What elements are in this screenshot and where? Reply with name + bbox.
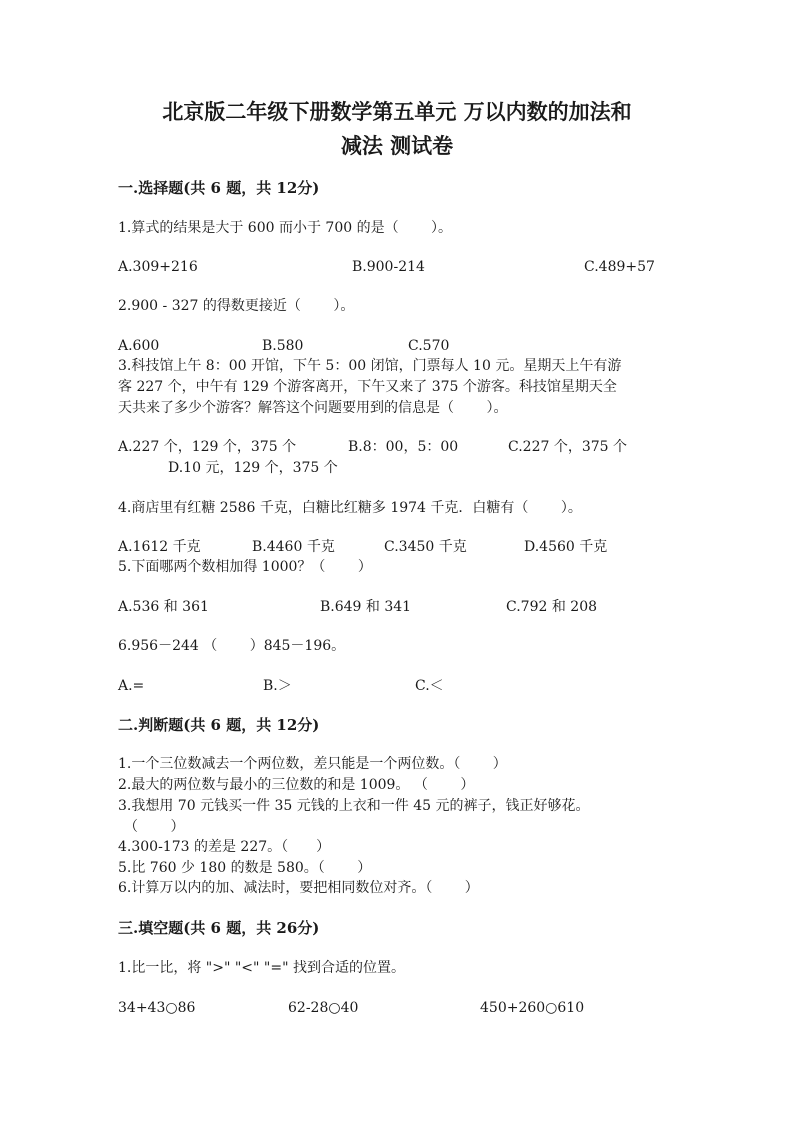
- question-2-option-a: A.600: [118, 338, 160, 354]
- question-4-option-c: C.3450 千克: [384, 539, 467, 555]
- judgment-item-4: 4.300-173 的差是 227。（ ）: [118, 839, 331, 855]
- question-3-line-2: 客 227 个，中午有 129 个游客离开，下午又来了 375 个游客。科技馆星期天全: [118, 379, 617, 395]
- judgment-item-3: 3.我想用 70 元钱买一件 35 元钱的上衣和一件 45 元的裤子，钱正好够花。: [118, 798, 590, 814]
- title-line-1: 北京版二年级下册数学第五单元 万以内数的加法和: [162, 99, 632, 124]
- question-2-option-b: B.580: [262, 338, 304, 354]
- question-3-option-d: D.10 元，129 个，375 个: [168, 460, 338, 476]
- question-2-stem: 2.900 - 327 的得数更接近（ ）。: [118, 298, 355, 314]
- question-5-option-a: A.536 和 361: [118, 599, 209, 615]
- question-6-option-c: C.＜: [415, 678, 444, 694]
- judgment-item-6: 6.计算万以内的加、减法时，要把相同数位对齐。（ ）: [118, 880, 479, 896]
- question-3-option-c: C.227 个，375 个: [508, 439, 628, 455]
- question-3-option-b: B.8：00，5：00: [348, 439, 459, 455]
- question-3-option-a: A.227 个，129 个，375 个: [118, 439, 297, 455]
- question-2-option-c: C.570: [408, 338, 450, 354]
- fill-question-1-stem: 1.比一比，将 ">" "<" "=" 找到合适的位置。: [118, 960, 405, 976]
- fill-question-1-expression-2: 62-28○40: [288, 1000, 359, 1016]
- judgment-item-5: 5.比 760 少 180 的数是 580。（ ）: [118, 860, 372, 876]
- fill-question-1-expression-3: 450+260○610: [480, 1000, 585, 1016]
- question-3-line-3: 天共来了多少个游客？解答这个问题要用到的信息是（ ）。: [118, 400, 508, 416]
- judgment-item-1: 1.一个三位数减去一个两位数，差只能是一个两位数。（ ）: [118, 756, 507, 772]
- question-4-stem: 4.商店里有红糖 2586 千克，白糖比红糖多 1974 千克．白糖有（ ）。: [118, 500, 582, 516]
- question-5-stem: 5.下面哪两个数相加得 1000？（ ）: [118, 559, 372, 575]
- question-1-stem: 1.算式的结果是大于 600 而小于 700 的是（ ）。: [118, 220, 453, 236]
- question-4-option-a: A.1612 千克: [118, 539, 201, 555]
- section-heading-judgment: 二.判断题(共 6 题，共 12分): [118, 716, 320, 734]
- question-3-line-1: 3.科技馆上午 8：00 开馆，下午 5：00 闭馆，门票每人 10 元。星期天上午有游: [118, 358, 622, 374]
- question-1-option-a: A.309+216: [118, 259, 198, 275]
- section-heading-fill-blank: 三.填空题(共 6 题，共 26分): [118, 919, 320, 937]
- section-heading-choice: 一.选择题(共 6 题，共 12分): [118, 179, 320, 197]
- fill-question-1-expression-1: 34+43○86: [118, 1000, 196, 1016]
- judgment-item-2: 2.最大的两位数与最小的三位数的和是 1009。 （ ）: [118, 777, 475, 793]
- question-4-option-d: D.4560 千克: [524, 539, 608, 555]
- question-1-option-b: B.900-214: [352, 259, 425, 275]
- question-5-option-c: C.792 和 208: [506, 599, 598, 615]
- question-1-option-c: C.489+57: [584, 259, 655, 275]
- title-line-2: 减法 测试卷: [340, 133, 454, 158]
- question-6-stem: 6.956－244 （ ）845－196。: [118, 638, 346, 654]
- question-4-option-b: B.4460 千克: [252, 539, 335, 555]
- question-6-option-b: B.＞: [263, 678, 292, 694]
- judgment-item-3-blank: （ ）: [124, 819, 185, 835]
- question-5-option-b: B.649 和 341: [320, 599, 412, 615]
- question-6-option-a: A.=: [118, 678, 145, 694]
